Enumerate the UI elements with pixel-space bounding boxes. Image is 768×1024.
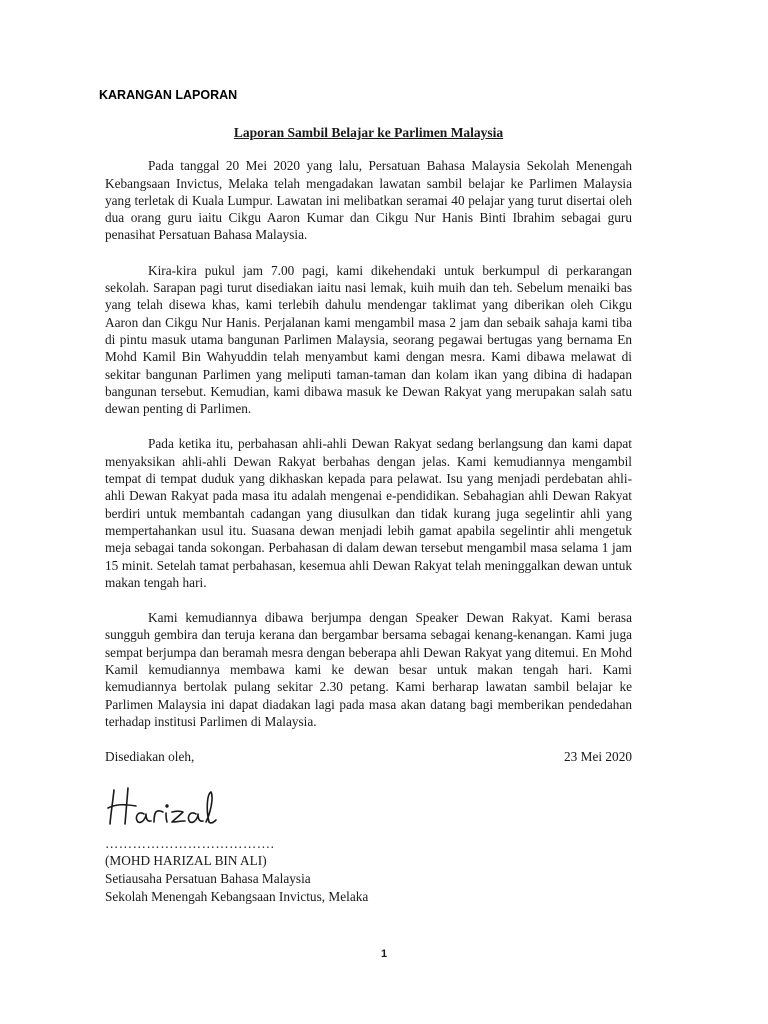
report-letter	[105, 124, 632, 766]
page-number: 1	[380, 948, 388, 960]
paragraph-1: Pada tanggal 20 Mei 2020 yang lalu, Persatuan Bahasa Malaysia Sekolah Menengah Kebangsaan Invictus, Melaka telah mengadakan lawatan sambil belajar ke Parlimen Malaysia yang terletak di Kuala Lumpur. Lawatan ini melibatkan seramai 40 pelajar yang turut disertai oleh dua orang guru iaitu Cikgu Aaron Kumar dan Cikgu Nur Hanis Binti Ibrahim sebagai guru penasihat Persatuan Bahasa Malaysia.	[105, 158, 632, 243]
closing-row	[105, 748, 632, 765]
prepared-by-label: Disediakan oleh,	[105, 749, 195, 765]
paragraph-4: Kami kemudiannya dibawa berjumpa dengan Speaker Dewan Rakyat. Kami berasa sungguh gembira dan teruja kerana dan bergambar bersama sebagai kenang-kenangan. Kami juga sempat berjumpa dan beramah mesra dengan beberapa ahli Dewan Rakyat yang ditemui. En Mohd Kamil kemudiannya membawa kami ke dewan besar untuk makan tengah hari. Kami kemudiannya bertolak pulang sekitar 2.30 petang. Kami berharap lawatan sambil belajar ke Parlimen Malaysia ini dapat diadakan lagi pada masa akan datang bagi memberikan pendedahan terhadap institusi Parlimen di Malaysia.	[105, 610, 632, 729]
document-heading: KARANGAN LAPORAN	[99, 88, 238, 102]
report-date: 23 Mei 2020	[564, 749, 632, 765]
signer-name: (MOHD HARIZAL BIN ALI)	[105, 853, 267, 868]
signer-school: Sekolah Menengah Kebangsaan Invictus, Melaka	[105, 889, 369, 904]
paragraph-2: Kira-kira pukul jam 7.00 pagi, kami dikehendaki untuk berkumpul di perkarangan sekolah. Sarapan pagi turut disediakan iaitu nasi lemak, kuih muih dan teh. Sebelum menaiki bas yang telah disewa khas, kami terlebih dahulu mendengar taklimat yang diberikan oleh Cikgu Aaron dan Cikgu Nur Hanis. Perjalanan kami mengambil masa 2 jam dan sebaik sahaja kami tiba di pintu masuk utama bangunan Parlimen Malaysia, seorang pegawai bertugas yang bernama En Mohd Kamil Bin Wahyuddin telah menyambut kami dengan mesra. Kami dibawa melawat di sekitar bangunan Parlimen yang meliputi taman-taman dan kolam ikan yang dibina di hadapan bangunan tersebut. Kemudian, kami dibawa masuk ke Dewan Rakyat yang merupakan salah satu dewan penting di Parlimen.	[105, 262, 632, 417]
report-title: Laporan Sambil Belajar ke Parlimen Malaysia	[233, 125, 504, 140]
handwritten-signature	[106, 784, 306, 834]
signer-position: Setiausaha Persatuan Bahasa Malaysia	[105, 871, 311, 886]
signer-block	[105, 852, 368, 906]
signature-icon	[106, 784, 246, 830]
paragraph-3: Pada ketika itu, perbahasan ahli-ahli Dewan Rakyat sedang berlangsung dan kami dapat menyaksikan ahli-ahli Dewan Rakyat berbahas dengan jelas. Kami kemudiannya mengambil tempat di tempat duduk yang dikhaskan kepada para pelawat. Isu yang menjadi perdebatan ahli-ahli Dewan Rakyat pada masa itu adalah mengenai e-pendidikan. Sebahagian ahli Dewan Rakyat berdiri untuk membantah cadangan yang diusulkan dan tidak kurang juga segelintir ahli yang mempertahankan usul itu. Suasana dewan menjadi lebih gamat apabila segelintir ahli mengetuk meja sebagai tanda sokongan. Perbahasan di dalam dewan tersebut mengambil masa selama 1 jam 15 minit. Setelah tamat perbahasan, kesemua ahli Dewan Rakyat telah meninggalkan dewan untuk makan tengah hari.	[105, 436, 632, 590]
signature-line: ……………………………….	[105, 836, 275, 851]
